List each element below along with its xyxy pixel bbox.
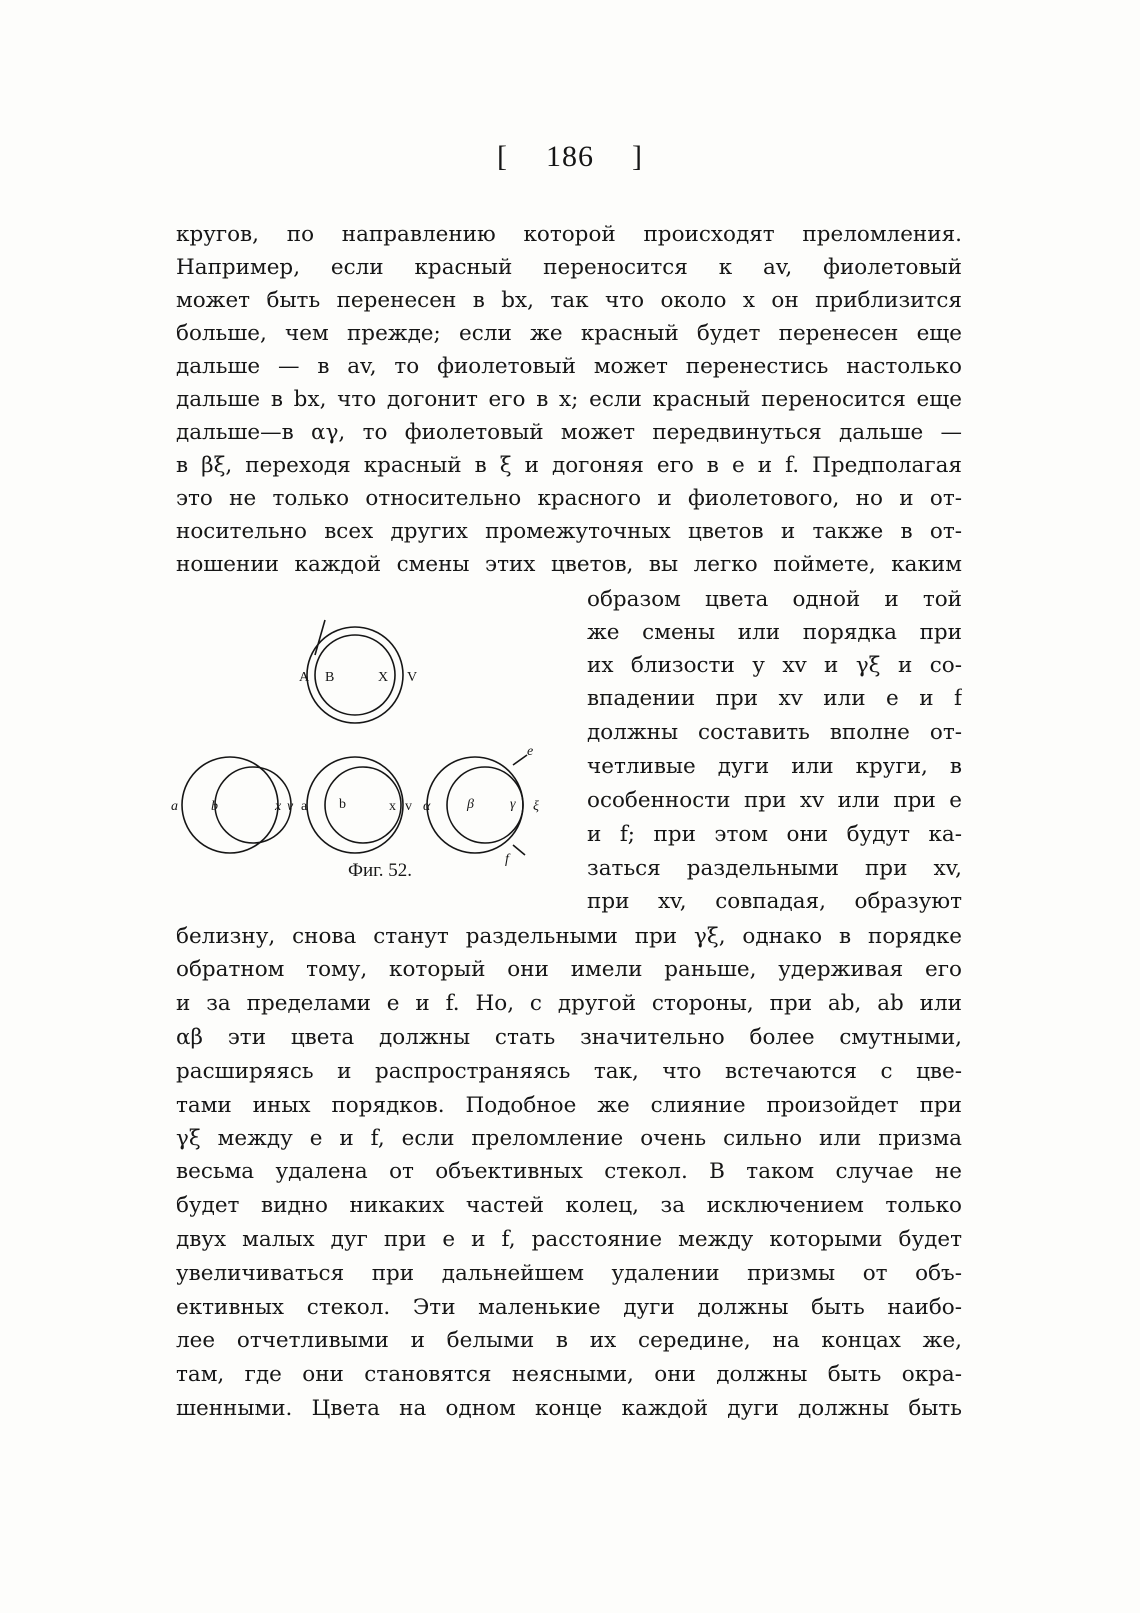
text-line: дальше в bx, что догонит его в x; если красный переносится еще bbox=[176, 387, 962, 412]
text-line: носительно всех других промежуточных цветов и также в от- bbox=[176, 519, 962, 544]
label-middle-a: a bbox=[301, 799, 308, 814]
text-line: при xv, совпадая, образуют bbox=[587, 889, 962, 914]
label-left-v: v bbox=[287, 799, 294, 814]
label-middle-x: x bbox=[389, 799, 396, 814]
text-line: впадении при xv или e и f bbox=[587, 686, 962, 711]
text-line: в βξ, переходя красный в ξ и догоняя его в e и f. Предполагая bbox=[176, 453, 962, 478]
text-line: особенности при xv или при e bbox=[587, 788, 962, 813]
text-line: будет видно никаких частей колец, за исключением только bbox=[176, 1193, 962, 1218]
top-outer-circle bbox=[307, 627, 403, 723]
label-left-a: a bbox=[171, 799, 178, 814]
text-line: дальше — в av, то фиолетовый может перенестись настолько bbox=[176, 354, 962, 379]
text-line: ективных стекол. Эти маленькие дуги должны быть наибо- bbox=[176, 1295, 962, 1320]
label-right-gamma: γ bbox=[510, 797, 516, 812]
text-line: и f; при этом они будут ка- bbox=[587, 822, 962, 847]
bracket-right: ] bbox=[632, 140, 643, 173]
left-outer-circle bbox=[182, 757, 278, 853]
text-line: может быть перенесен в bx, так что около x он приблизится bbox=[176, 288, 962, 313]
text-line: кругов, по направлению которой происходят преломления. bbox=[176, 222, 962, 247]
label-right-xi: ξ bbox=[533, 799, 539, 814]
label-top-V: V bbox=[407, 670, 418, 685]
text-line: это не только относительно красного и фиолетового, но и от- bbox=[176, 486, 962, 511]
label-right-f: f bbox=[505, 852, 509, 867]
text-line: двух малых дуг при e и f, расстояние между которыми будет bbox=[176, 1227, 962, 1252]
text-line: лее отчетливыми и белыми в их середине, на концах же, bbox=[176, 1328, 962, 1353]
text-line: весьма удалена от объективных стекол. В таком случае не bbox=[176, 1159, 962, 1184]
text-line: Например, если красный переносится к av, фиолетовый bbox=[176, 255, 962, 280]
label-top-A: A bbox=[299, 670, 310, 685]
label-left-x: x bbox=[275, 799, 282, 814]
text-line: их близости у xv и γξ и со- bbox=[587, 653, 962, 678]
text-line: γξ между e и f, если преломление очень сильно или призма bbox=[176, 1126, 962, 1151]
page-number bbox=[0, 140, 1140, 174]
text-line: должны составить вполне от- bbox=[587, 720, 962, 745]
text-line: там, где они становятся неясными, они должны быть окра- bbox=[176, 1362, 962, 1387]
label-top-B: B bbox=[325, 670, 335, 685]
bracket-left: [ bbox=[497, 140, 508, 173]
text-line: же смены или порядка при bbox=[587, 620, 962, 645]
text-line: αβ эти цвета должны стать значительно более смутными, bbox=[176, 1025, 962, 1050]
text-line: больше, чем прежде; если же красный будет перенесен еще bbox=[176, 321, 962, 346]
right-outer-circle bbox=[427, 757, 523, 853]
text-line: шенными. Цвета на одном конце каждой дуги должны быть bbox=[176, 1396, 962, 1421]
text-line: дальше—в αγ, то фиолетовый может передвинуться дальше — bbox=[176, 420, 962, 445]
text-line: четливые дуги или круги, в bbox=[587, 754, 962, 779]
text-line: обратном тому, который они имели раньше, удерживая его bbox=[176, 957, 962, 982]
label-right-e: e bbox=[527, 744, 534, 759]
label-middle-v: v bbox=[405, 799, 412, 814]
text-line: расширяясь и распространяясь так, что встечаются с цве- bbox=[176, 1059, 962, 1084]
label-left-b: b bbox=[211, 799, 218, 814]
text-line: увеличиваться при дальнейшем удалении призмы от объ- bbox=[176, 1261, 962, 1286]
label-top-X: X bbox=[378, 670, 389, 685]
text-line: ношении каждой смены этих цветов, вы легко поймете, каким bbox=[176, 552, 962, 577]
f-tick bbox=[513, 845, 525, 855]
figure-caption: Фиг. 52. bbox=[347, 860, 413, 881]
page-number-value: 186 bbox=[546, 140, 594, 173]
e-tick bbox=[513, 755, 527, 765]
label-right-alpha: α bbox=[423, 799, 431, 814]
text-line: белизну, снова станут раздельными при γξ, однако в порядке bbox=[176, 924, 962, 949]
text-line: заться раздельными при xv, bbox=[587, 856, 962, 881]
text-line: образом цвета одной и той bbox=[587, 587, 962, 612]
text-line: тами иных порядков. Подобное же слияние произойдет при bbox=[176, 1093, 962, 1118]
label-middle-b: b bbox=[339, 797, 346, 812]
label-right-beta: β bbox=[467, 797, 474, 812]
text-line: и за пределами e и f. Но, с другой стороны, при ab, ab или bbox=[176, 991, 962, 1016]
